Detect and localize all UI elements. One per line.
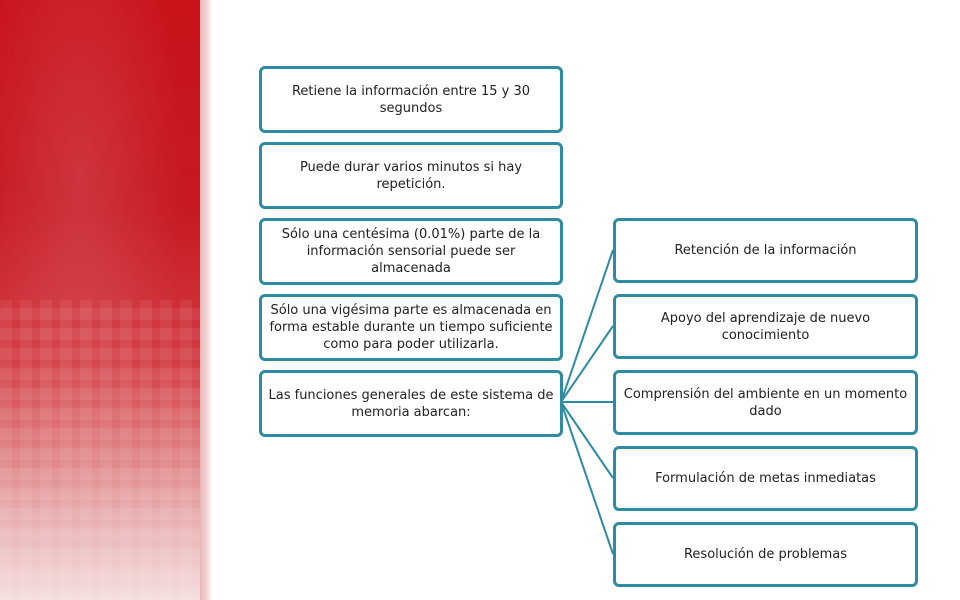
retention-duration-box: Retiene la información entre 15 y 30 segundos — [259, 66, 563, 133]
connector-to-function-5 — [561, 402, 613, 554]
function-learning-support-box: Apoyo del aprendizaje de nuevo conocimiento — [613, 294, 918, 359]
connector-to-function-2 — [561, 326, 613, 402]
function-problem-solving-box: Resolución de problemas — [613, 522, 918, 587]
function-goal-formulation-box: Formulación de metas inmediatas — [613, 446, 918, 511]
sensory-storage-fraction-box: Sólo una centésima (0.01%) parte de la información sensorial puede ser almacenada — [259, 218, 563, 285]
function-retention-box: Retención de la información — [613, 218, 918, 283]
repetition-duration-box: Puede durar varios minutos si hay repetición. — [259, 142, 563, 209]
connector-to-function-4 — [561, 402, 613, 478]
function-environment-comprehension-box: Comprensión del ambiente en un momento dado — [613, 370, 918, 435]
general-functions-box: Las funciones generales de este sistema de memoria abarcan: — [259, 370, 563, 437]
connector-to-function-1 — [561, 250, 613, 402]
stable-storage-box: Sólo una vigésima parte es almacenada en forma estable durante un tiempo suficiente como para poder utilizarla. — [259, 294, 563, 361]
